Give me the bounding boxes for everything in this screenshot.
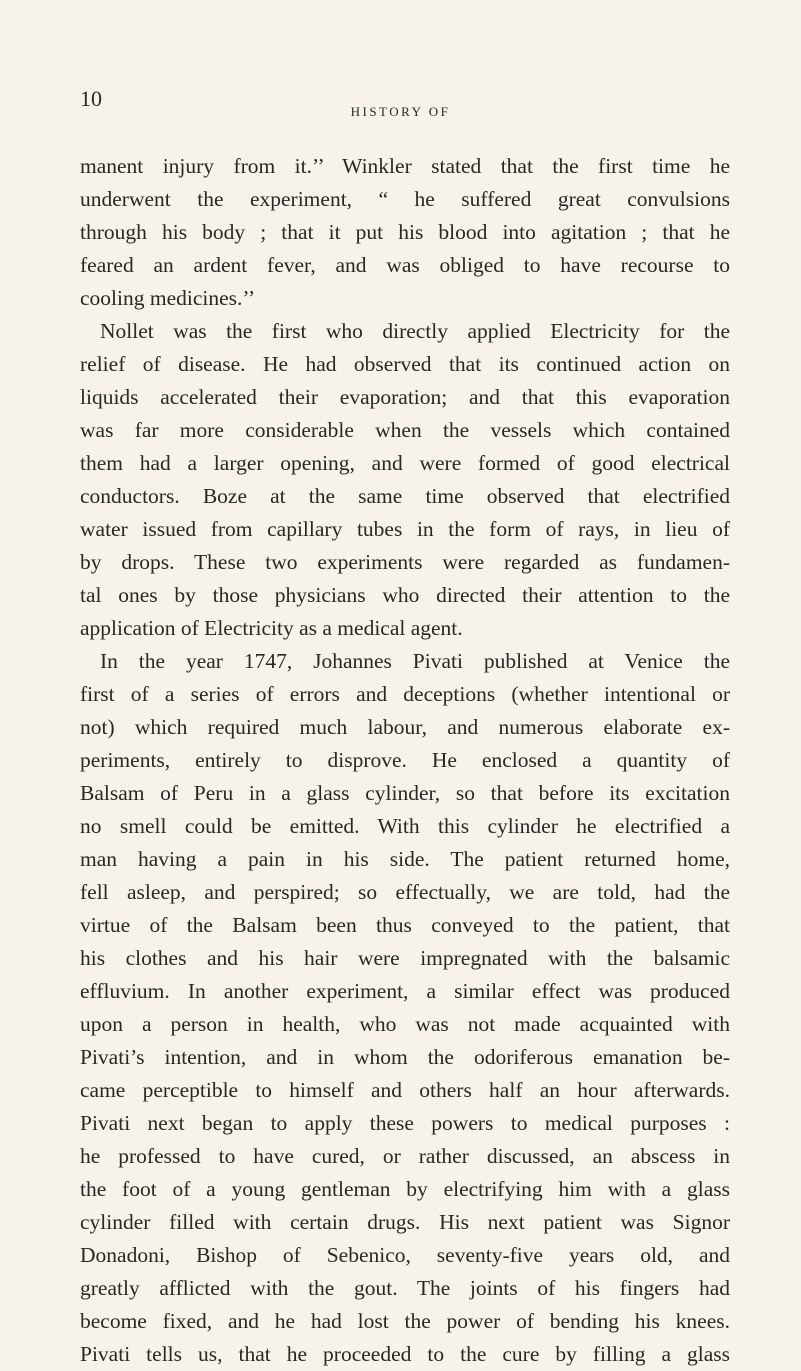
text-line: through his body ; that it put his blood into agitation ; that he [80,220,730,244]
page-number: 10 [80,86,102,111]
text-line: manent injury from it.’’ Winkler stated that the first time he [80,154,730,178]
text-line: Pivati’s intention, and in whom the odoriferous emanation be- [80,1045,730,1069]
text-line: first of a series of errors and deceptions (whether intentional or [80,682,730,706]
text-line: man having a pain in his side. The patient returned home, [80,847,730,871]
body-text [80,150,730,1371]
text-line: them had a larger opening, and were formed of good electrical [80,451,730,475]
text-line: relief of disease. He had observed that its continued action on [80,352,730,376]
text-line: not) which required much labour, and numerous elaborate ex- [80,715,730,739]
text-line: fell asleep, and perspired; so effectually, we are told, had the [80,880,730,904]
text-line: effluvium. In another experiment, a similar effect was produced [80,979,730,1003]
text-line: he professed to have cured, or rather discussed, an abscess in [80,1144,730,1168]
running-head: HISTORY OF [350,104,451,119]
text-line: upon a person in health, who was not made acquainted with [80,1012,730,1036]
text-line: Pivati tells us, that he proceeded to the cure by filling a glass [80,1342,730,1366]
text-line: liquids accelerated their evaporation; and that this evaporation [80,385,730,409]
text-line: become fixed, and he had lost the power of bending his knees. [80,1309,730,1333]
text-line: cylinder filled with certain drugs. His next patient was Signor [80,1210,730,1234]
text-line: periments, entirely to disprove. He enclosed a quantity of [80,748,730,772]
text-line: feared an ardent fever, and was obliged to have recourse to [80,253,730,277]
text-line: Pivati next began to apply these powers to medical purposes : [80,1111,730,1135]
text-line: virtue of the Balsam been thus conveyed to the patient, that [80,913,730,937]
text-line: came perceptible to himself and others half an hour afterwards. [80,1078,730,1102]
text-line: was far more considerable when the vessels which contained [80,418,730,442]
text-line: by drops. These two experiments were regarded as fundamen- [80,550,730,574]
text-line: cooling medicines.’’ [80,286,256,310]
text-line: tal ones by those physicians who directed their attention to the [80,583,730,607]
text-line: Donadoni, Bishop of Sebenico, seventy-five years old, and [80,1243,730,1267]
text-line: no smell could be emitted. With this cylinder he electrified a [80,814,730,838]
text-line: underwent the experiment, “ he suffered great convulsions [80,187,730,211]
text-line: water issued from capillary tubes in the form of rays, in lieu of [80,517,730,541]
text-line: application of Electricity as a medical agent. [80,616,463,640]
text-line: Nollet was the first who directly applied Electricity for the [100,319,730,343]
text-line: his clothes and his hair were impregnated with the balsamic [80,946,730,970]
text-line: Balsam of Peru in a glass cylinder, so that before its excitation [80,781,730,805]
text-line: conductors. Boze at the same time observed that electrified [80,484,730,508]
text-line: the foot of a young gentleman by electrifying him with a glass [80,1177,730,1201]
text-line: greatly afflicted with the gout. The joints of his fingers had [80,1276,730,1300]
text-line: In the year 1747, Johannes Pivati published at Venice the [100,649,730,673]
